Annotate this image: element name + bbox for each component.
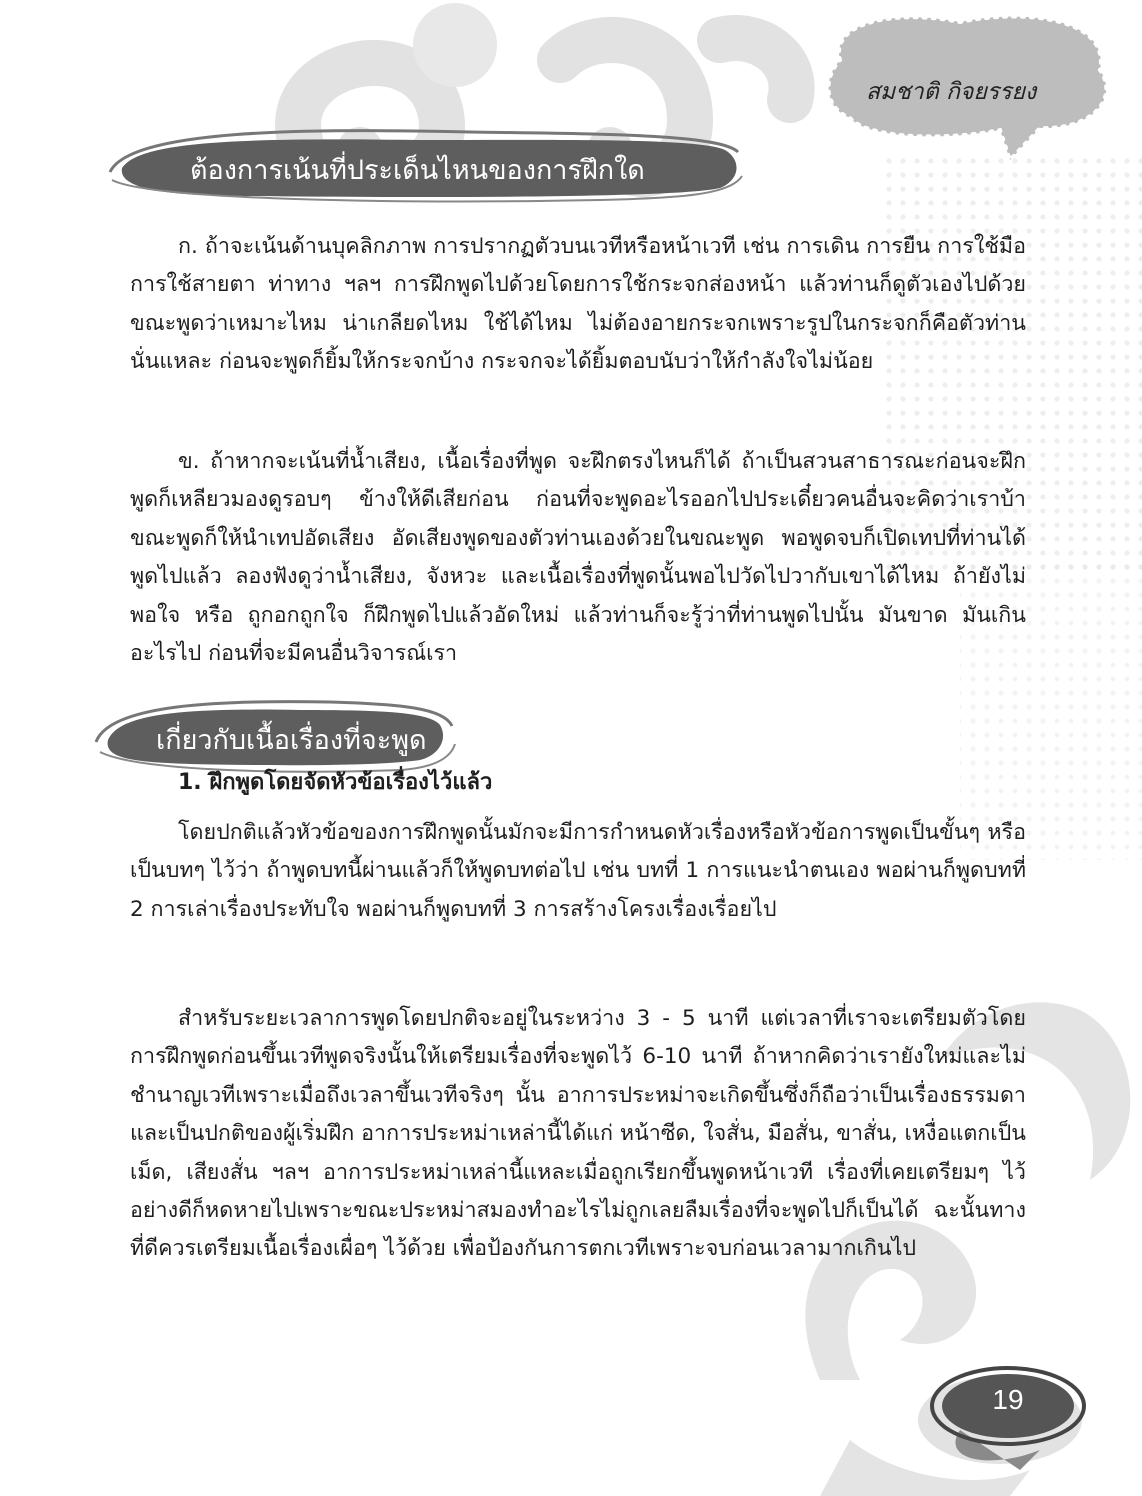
page-number: 19 <box>992 1384 1024 1415</box>
subheading-topic-practice: 1. ฝึกพูดโดยจัดหัวข้อเรื่องไว้แล้ว <box>178 770 493 795</box>
paragraph-personality: ก. ถ้าจะเน้นด้านบุคลิกภาพ การปรากฏตัวบนเวทีหรือหน้าเวที เช่น การเดิน การยืน การใช้มือ การใช้สายตา ท่าทาง ฯลฯ การฝึกพูดไปด้วยโดยการใช้กระจกส่องหน้า แล้วท่านก็ดูตัวเองไปด้วยขณะพูดว่าเหมาะไหม น่าเกลียดไหม ใช้ได้ไหม ไม่ต้องอายกระจกเพราะรูปในกระจกก็คือตัวท่านนั่นแหละ ก่อนจะพูดก็ยิ้มให้กระจกบ้าง กระจกจะได้ยิ้มตอบนับว่าให้กำลังใจไม่น้อย <box>130 234 1026 375</box>
author-name: สมชาติ กิจยรรยง <box>866 79 1037 105</box>
section-heading-2: เกี่ยวกับเนื้อเรื่องที่จะพูด <box>156 725 427 756</box>
paragraph-topics: โดยปกติแล้วหัวข้อของการฝึกพูดนั้นมักจะมีการกำหนดหัวเรื่องหรือหัวข้อการพูดเป็นขั้นๆ หรือเป็นบทๆ ไว้ว่า ถ้าพูดบทนี้ผ่านแล้วก็ให้พูดบทต่อไป เช่น บทที่ 1 การแนะนำตนเอง พอผ่านก็พูดบทที่ 2 การเล่าเรื่องประทับใจ พอผ่านก็พูดบทที่ 3 การสร้างโครงเรื่องเรื่อยไป <box>130 820 1026 922</box>
paragraph-voice: ข. ถ้าหากจะเน้นที่น้ำเสียง, เนื้อเรื่องที่พูด จะฝึกตรงไหนก็ได้ ถ้าเป็นสวนสาธารณะก่อนจะฝึกพูดก็เหลียวมองดูรอบๆ ข้างให้ดีเสียก่อน ก่อนที่จะพูดอะไรออกไปประเดี๋ยวคนอื่นจะคิดว่าเราบ้า ขณะพูดก็ให้นำเทปอัดเสียง อัดเสียงพูดของตัวท่านเองด้วยในขณะพูด พอพูดจบก็เปิดเทปที่ท่านได้พูดไปแล้ว ลองฟังดูว่าน้ำเสียง, จังหวะ และเนื้อเรื่องที่พูดนั้นพอไปวัดไปวากับเขาได้ไหม ถ้ายังไม่พอใจ หรือ ถูกอกถูกใจ ก็ฝึกพูดไปแล้วอัดใหม่ แล้วท่านก็จะรู้ว่าที่ท่านพูดไปนั้น มันขาด มันเกินอะไรไป ก่อนที่จะมีคนอื่นวิจารณ์เรา <box>130 449 1026 667</box>
paragraph-timing: สำหรับระยะเวลาการพูดโดยปกติจะอยู่ในระหว่าง 3 - 5 นาที แต่เวลาที่เราจะเตรียมตัวโดยการฝึกพูดก่อนขึ้นเวทีพูดจริงนั้นให้เตรียมเรื่องที่จะพูดไว้ 6-10 นาที ถ้าหากคิดว่าเรายังใหม่และไม่ชำนาญเวทีเพราะเมื่อถึงเวลาขึ้นเวทีจริงๆ นั้น อาการประหม่าจะเกิดขึ้นซึ่งก็ถือว่าเป็นเรื่องธรรมดาและเป็นปกติของผู้เริ่มฝึก อาการประหม่าเหล่านี้ได้แก่ หน้าซีด, ใจสั่น, มือสั่น, ขาสั่น, เหงื่อแตกเป็นเม็ด, เสียงสั่น ฯลฯ อาการประหม่าเหล่านี้แหละเมื่อถูกเรียกขึ้นพูดหน้าเวที เรื่องที่เคยเตรียมๆ ไว้อย่างดีก็หดหายไปเพราะขณะประหม่าสมองทำอะไรไม่ถูกเลยลืมเรื่องที่จะพูดไปก็เป็นได้ ฉะนั้นทางที่ดีควรเตรียมเนื้อเรื่องเผื่อๆ ไว้ด้วย เพื่อป้องกันการตกเวทีเพราะจบก่อนเวลามากเกินไป <box>130 1006 1026 1262</box>
section-heading-1: ต้องการเน้นที่ประเด็นไหนของการฝึกใด <box>190 155 645 186</box>
